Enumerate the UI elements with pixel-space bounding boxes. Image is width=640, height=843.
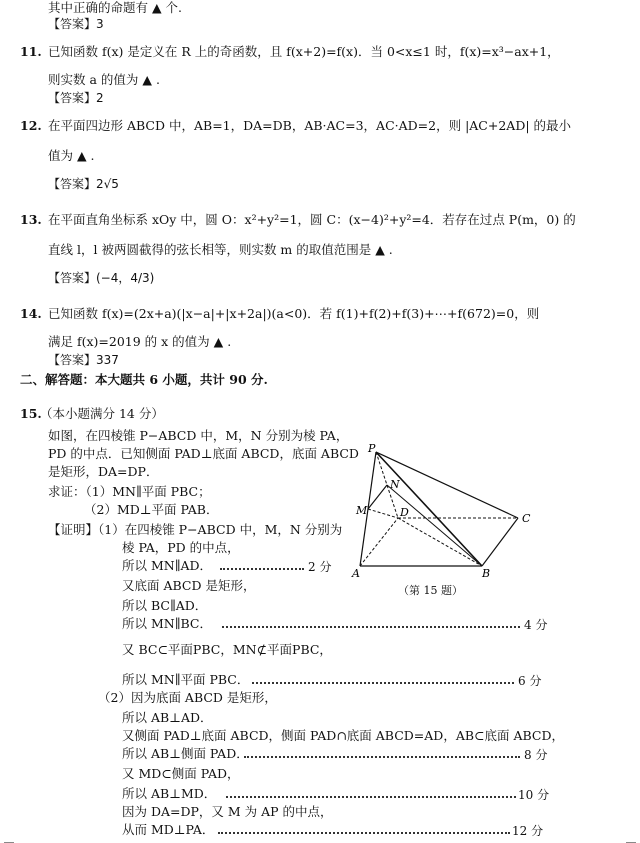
proof-line-12: 所以 AB⊥侧面 PAD． — [122, 746, 249, 761]
corner-mark — [4, 834, 14, 843]
q11-number: 11. — [20, 44, 42, 59]
proof-line-6: 所以 MN∥BC． — [122, 616, 212, 631]
label-M: M — [356, 504, 368, 517]
segment-NB — [387, 485, 482, 566]
label-D: D — [400, 506, 409, 519]
q14-line2: 满足 f(x)=2019 的 x 的值为 ▲ . — [48, 334, 232, 349]
proof-line-3: 所以 MN∥AD． — [122, 558, 213, 573]
score-2: 2 分 — [308, 560, 332, 574]
label-C: C — [522, 512, 531, 525]
figure-caption: （第 15 题） — [398, 584, 463, 597]
q14-line1: 已知函数 f(x)=(2x+a)(|x−a|+|x+2a|)(a<0)．若 f(1)+f(2)+f(3)+⋯+f(672)=0，则 — [48, 306, 540, 321]
corner-mark — [626, 834, 636, 843]
q10-tail: 其中正确的命题有 ▲ 个. — [48, 0, 183, 15]
score-6: 6 分 — [518, 674, 542, 688]
q15-number: 15. — [20, 406, 42, 421]
leader-dots — [222, 626, 520, 628]
proof-line-8: 所以 MN∥平面 PBC． — [122, 672, 250, 687]
proof-line-7: 又 BC⊂平面PBC，MN⊄平面PBC， — [122, 642, 332, 657]
q10-answer: 【答案】3 — [48, 17, 104, 31]
q11-line2: 则实数 a 的值为 ▲ . — [48, 72, 160, 87]
leader-dots — [218, 832, 510, 834]
proof-line-11: 又侧面 PAD⊥底面 ABCD，侧面 PAD∩底面 ABCD=AD，AB⊂底面 ABCD， — [122, 728, 565, 743]
segment-DB — [398, 518, 482, 566]
pyramid-figure — [340, 440, 540, 580]
proof-line-14: 所以 AB⊥MD． — [122, 786, 217, 801]
score-8: 8 分 — [524, 748, 548, 762]
q12-line1: 在平面四边形 ABCD 中，AB=1，DA=DB，AB·AC=3，AC·AD=2，则 |AC+2AD| 的最小 — [48, 118, 572, 133]
edge-BC — [482, 518, 518, 566]
q15-stem-4: 求证：（1）MN∥平面 PBC； — [48, 484, 211, 499]
proof-line-2: 棱 PA，PD 的中点， — [122, 540, 240, 555]
q14-number: 14. — [20, 306, 42, 321]
label-N: N — [390, 478, 400, 491]
proof-line-4: 又底面 ABCD 是矩形， — [122, 578, 256, 593]
q14-answer: 【答案】337 — [48, 353, 119, 367]
q13-line1: 在平面直角坐标系 xOy 中，圆 O：x²+y²=1，圆 C：(x−4)²+y²=4．若存在过点 P(m，0) 的 — [48, 212, 576, 227]
q11-answer: 【答案】2 — [48, 91, 104, 105]
label-B: B — [482, 567, 491, 580]
score-10: 10 分 — [518, 788, 550, 802]
proof-line-9: （2）因为底面 ABCD 是矩形， — [98, 690, 277, 705]
score-4: 4 分 — [524, 618, 548, 632]
leader-dots — [244, 756, 520, 758]
q15-stem-2: PD 的中点．已知侧面 PAD⊥底面 ABCD，底面 ABCD — [48, 446, 359, 461]
q13-answer: 【答案】(−4，4/3) — [48, 271, 155, 285]
q11-line1: 已知函数 f(x) 是定义在 R 上的奇函数，且 f(x+2)=f(x)．当 0<x≤1 时，f(x)=x³−ax+1， — [48, 44, 560, 59]
leader-dots — [226, 796, 516, 798]
leader-dots — [220, 568, 304, 570]
proof-line-10: 所以 AB⊥AD． — [122, 710, 213, 725]
q15-stem-5: （2）MD⊥平面 PAB． — [84, 502, 219, 517]
leader-dots — [252, 682, 514, 684]
q12-number: 12. — [20, 118, 42, 133]
label-A: A — [352, 567, 360, 580]
proof-line-1: 【证明】（1）在四棱锥 P−ABCD 中，M，N 分别为 — [48, 522, 343, 537]
q13-number: 13. — [20, 212, 42, 227]
q12-line2: 值为 ▲ . — [48, 148, 95, 163]
proof-line-16: 从而 MD⊥PA． — [122, 822, 215, 837]
label-P: P — [368, 442, 376, 455]
section-two-heading: 二、解答题：本大题共 6 小题，共计 90 分. — [20, 372, 268, 387]
score-12: 12 分 — [512, 824, 544, 838]
proof-line-15: 因为 DA=DP，又 M 为 AP 的中点， — [122, 804, 333, 819]
proof-line-13: 又 MD⊂侧面 PAD， — [122, 766, 240, 781]
q15-stem-1: 如图，在四棱锥 P−ABCD 中，M，N 分别为棱 PA， — [48, 428, 349, 443]
edge-PB — [376, 452, 482, 566]
proof-line-5: 所以 BC∥AD． — [122, 598, 208, 613]
q12-answer: 【答案】2√5 — [48, 177, 119, 191]
q15-stem-3: 是矩形，DA=DP． — [48, 464, 159, 479]
q15-header: （本小题满分 14 分） — [40, 406, 164, 421]
q13-line2: 直线 l，l 被两圆截得的弦长相等，则实数 m 的取值范围是 ▲ . — [48, 242, 393, 257]
segment-MD — [368, 509, 398, 518]
